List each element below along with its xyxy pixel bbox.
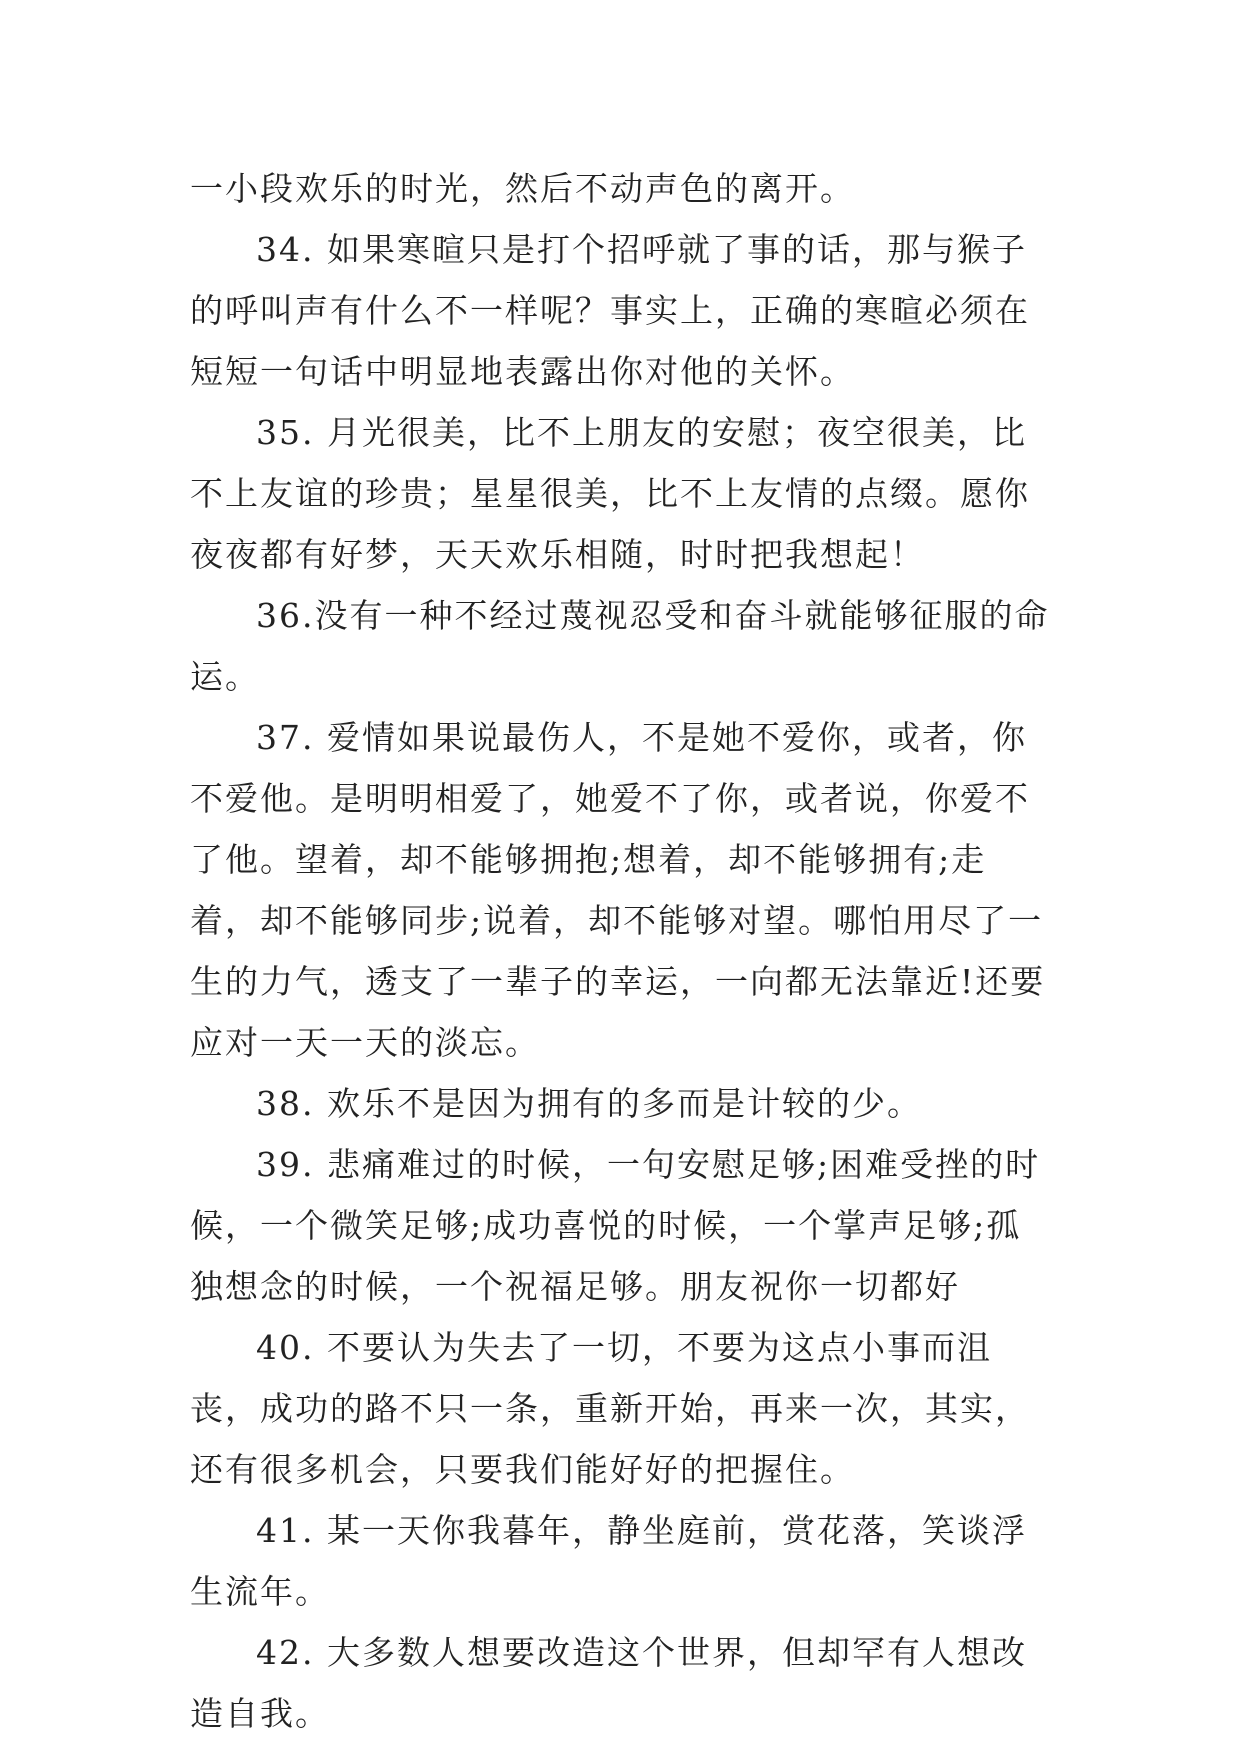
paragraph-35: 35. 月光很美，比不上朋友的安慰；夜空很美，比不上友谊的珍贵；星星很美，比不上友情的点缀。愿你夜夜都有好梦，天天欢乐相随，时时把我想起！	[190, 413, 1030, 574]
paragraph-36: 36.没有一种不经过蔑视忍受和奋斗就能够征服的命运。	[190, 596, 1050, 696]
paragraph-40: 40. 不要认为失去了一切，不要为这点小事而沮丧，成功的路不只一条，重新开始，再来一次，其实，还有很多机会，只要我们能好好的把握住。	[190, 1328, 1030, 1489]
paragraph-38: 38. 欢乐不是因为拥有的多而是计较的少。	[256, 1084, 922, 1123]
paragraph-fragment: 一小段欢乐的时光，然后不动声色的离开。	[190, 169, 855, 208]
paragraph-39: 39. 悲痛难过的时候，一句安慰足够;困难受挫的时候，一个微笑足够;成功喜悦的时候，一个掌声足够;孤独想念的时候，一个祝福足够。朋友祝你一切都好	[190, 1145, 1041, 1306]
paragraph-42: 42. 大多数人想要改造这个世界，但却罕有人想改造自我。	[190, 1633, 1027, 1733]
document-body	[190, 158, 1050, 1744]
paragraph-41: 41. 某一天你我暮年，静坐庭前，赏花落，笑谈浮生流年。	[190, 1511, 1027, 1611]
paragraph-37: 37. 爱情如果说最伤人，不是她不爱你，或者，你不爱他。是明明相爱了，她爱不了你，或者说，你爱不了他。望着，却不能够拥抱;想着，却不能够拥有;走着，却不能够同步;说着，却不能够对望。哪怕用尽了一生的力气，透支了一辈子的幸运，一向都无法靠近!还要应对一天一天的淡忘。	[190, 718, 1046, 1062]
paragraph-34: 34. 如果寒暄只是打个招呼就了事的话，那与猴子的呼叫声有什么不一样呢？事实上，正确的寒暄必须在短短一句话中明显地表露出你对他的关怀。	[190, 230, 1030, 391]
